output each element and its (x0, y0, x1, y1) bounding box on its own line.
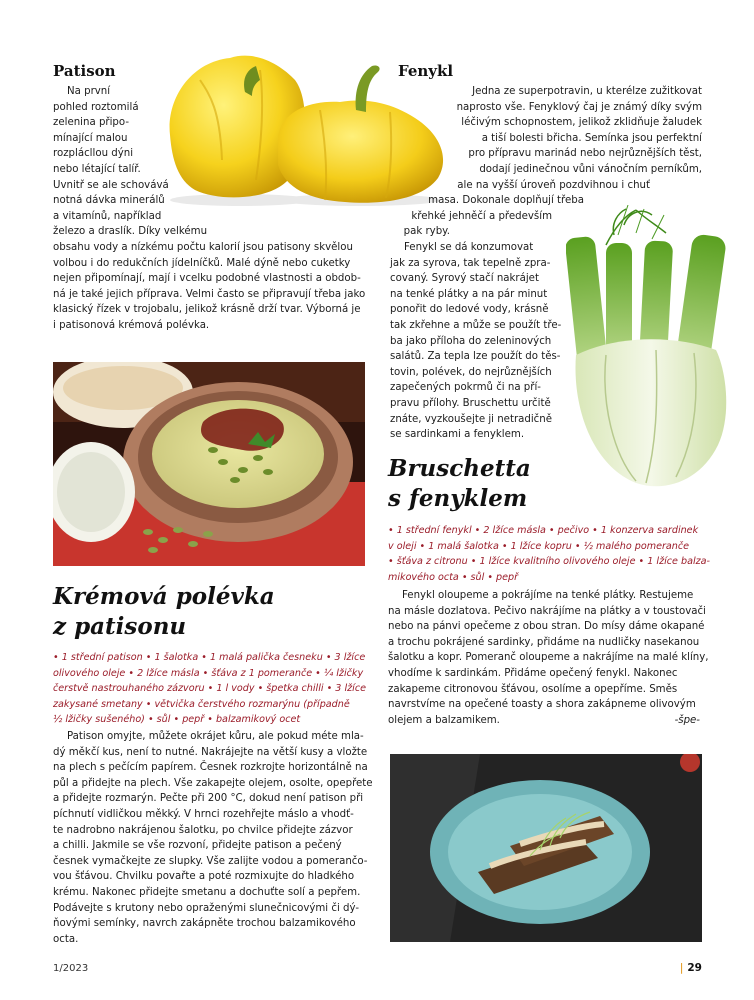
text-line: jak za syrova, tak tepelně zpra- (390, 257, 551, 269)
text-line: rozplácllou dýni (53, 148, 134, 160)
ingredient-line: mikového octa • sůl • pepř (388, 571, 519, 583)
soup-ingredients (53, 650, 365, 728)
text-line: nejen připomínají, mají i vcelku podobné vlastnosti a obdob- (53, 273, 361, 285)
text-line: pro přípravu marinád nebo nejrůznějších těst, (468, 148, 702, 160)
text-line: na plech s pečícím papírem. Česnek rozkrojte horizontálně na (53, 762, 368, 774)
page-number-divider: | (679, 962, 684, 974)
bruschetta-method (388, 588, 708, 728)
ingredient-line: zakysané smetany • větvička čerstvého rozmarýnu (případně (53, 698, 350, 710)
text-line: a trochu pokrájené sardinky, přidáme na nudličky nasekanou (388, 636, 700, 648)
text-line: a tiší bolesti břicha. Semínka jsou perfektní (481, 132, 702, 144)
text-line: Jedna ze superpotravin, u kterélze zužitkovat (472, 86, 702, 97)
text-line: Patison omyjte, můžete okrájet kůru, ale pokud méte mla- (67, 731, 364, 742)
title-line: Krémová polévka (53, 583, 275, 610)
fenykl-text-bottom (390, 240, 565, 443)
ingredient-line: olivového oleje • 2 lžíce másla • šťáva z 1 pomeranče • ¼ lžičky (53, 667, 364, 679)
text-line: ná je také jejich příprava. Velmi často se připravují třeba jako (53, 288, 366, 300)
text-line: zakapeme citronovou šťávou, osolíme a opepříme. Směs (388, 683, 678, 695)
text-line: volbou i do redukčních jídelníčků. Malé dýně nebo cuketky (53, 257, 351, 269)
bruschetta-ingredients (388, 523, 711, 585)
issue-number: 1/2023 (53, 963, 89, 974)
text-line: a chilli. Jakmile se vše rozvoní, přidejte patison a pečený (53, 840, 342, 852)
ingredient-line: v oleji • 1 malá šalotka • 1 lžíce kopru • ½ malého pomeranče (388, 540, 690, 552)
text-line: te nadrobno nakrájenou šalotku, po chvilce přidejte zázvor (53, 824, 353, 836)
text-line: Fenykl oloupeme a pokrájíme na tenké plátky. Restujeme (402, 590, 694, 601)
text-line: ňovými semínky, navrch zakápněte trochou balzamikového (53, 918, 356, 930)
ingredient-line: čerstvě nastrouhaného zázvoru • 1 l vody • špetka chilli • 3 lžíce (53, 683, 366, 695)
title-line: Bruschetta (388, 455, 531, 482)
text-line: nebo létající talíř. (53, 163, 141, 175)
text-line: navrstvíme na opečené toasty a shora zakápneme olivovým (388, 699, 696, 711)
ingredient-line: • šťáva z citronu • 1 lžíce kvalitního olivového oleje • 1 lžíce balza- (388, 556, 711, 568)
text-line: krému. Nakonec přidejte smetanu a dochuťte solí a pepřem. (53, 886, 361, 898)
author-signature: -špe- (674, 714, 700, 726)
patison-text-wide (53, 240, 366, 334)
text-line: Na první (67, 86, 111, 97)
text-line: křehké jehněčí a především (411, 210, 552, 222)
text-line: zelenina připo- (53, 117, 129, 129)
text-line: ponořit do ledové vody, krásně (390, 304, 549, 316)
text-line: Fenykl se dá konzumovat (404, 242, 534, 253)
text-line: masa. Dokonale doplňují třeba (428, 195, 584, 207)
text-line: zapečených pokrmů či na pří- (390, 382, 541, 394)
text-line: ale na vyšší úroveň pozdvihnou i chuť (457, 179, 650, 191)
soup-method (53, 729, 373, 947)
text-line: obsahu vody a nízkému počtu kalorií jsou patisony skvělou (53, 242, 353, 253)
text-line: a přidejte rozmarýn. Pečte při 200 °C, dokud není patison při (53, 793, 364, 805)
fenykl-title: Fenykl (398, 62, 454, 80)
text-line: dý měkčí kus, není to nutné. Nakrájejte na větší kusy a vložte (53, 746, 368, 758)
title-line: z patisonu (53, 613, 187, 640)
text-line: léčivým schopnostem, jelikož zklidňuje žaludek (461, 117, 702, 129)
soup-photo (53, 362, 365, 566)
text-line: naprosto vše. Fenyklový čaj je známý díky svým (456, 101, 702, 113)
bruschetta-title (388, 454, 531, 514)
patison-text-narrow (53, 84, 233, 240)
text-line: tovin, polévek, do nejrůznějších (390, 366, 552, 378)
text-line: vou šťávou. Chvilku povařte a poté rozmixujte do hladkého (53, 871, 355, 883)
text-line: píchnutí vidličkou měkký. V hrnci rozehřejte máslo a vhodť- (53, 808, 354, 820)
text-line: půl a přidejte na plech. Vše zakapejte olejem, osolte, opepřete (53, 777, 373, 789)
text-line: se sardinkami a fenyklem. (390, 429, 525, 441)
text-line: česnek vymačkejte ze slupky. Vše zalijte vodou a pomerančo- (53, 855, 368, 867)
text-line: tak zkřehne a může se použít tře- (390, 319, 562, 331)
text-line: šalotku a kopr. Pomeranč oloupeme a nakrájíme na malé klíny, (388, 652, 709, 664)
text-line: i patisonová krémová polévka. (53, 319, 210, 331)
text-line: mínající malou (53, 132, 128, 144)
text-line: notná dávka minerálů (53, 195, 165, 207)
text-line: klasický řízek v trojobalu, jelikož krásně drží tvar. Výborná je (53, 304, 361, 316)
fennel-photo (566, 205, 734, 490)
bruschetta-photo (390, 754, 702, 942)
page-number (680, 962, 702, 974)
text-line (388, 713, 708, 729)
ingredient-line: • 1 střední fenykl • 2 lžíce másla • pečivo • 1 konzerva sardinek (388, 525, 699, 536)
text-line: octa. (53, 933, 79, 945)
text-line: pohled roztomilá (53, 101, 139, 113)
text-line-content: olejem a balzamikem. (388, 714, 500, 726)
text-line: na másle dozlatova. Pečivo nakrájíme na plátky a v toustovači (388, 605, 706, 617)
soup-title (53, 582, 275, 642)
text-line: dodají jedinečnou vůni vánočním perníkům, (479, 163, 702, 175)
text-line: znáte, vyzkoušejte ji netradičně (390, 413, 552, 425)
text-line: a vitamínů, například (53, 210, 162, 222)
text-line: pravu přílohy. Bruschettu určitě (390, 397, 551, 409)
text-line: covaný. Syrový stačí nakrájet (390, 273, 539, 285)
text-line: vhodíme k sardinkám. Přidáme opečený fenykl. Nakonec (388, 667, 678, 679)
ingredient-line: ½ lžičky sušeného) • sůl • pepř • balzamikový ocet (53, 714, 301, 726)
text-line: ba jako příloha do zeleninových (390, 335, 552, 347)
text-line: na tenké plátky a na pár minut (390, 288, 548, 300)
text-line: železo a draslík. Díky velkému (53, 226, 208, 238)
text-line: nebo na pánvi opečeme z obou stran. Do mísy dáme okapané (388, 621, 705, 633)
page-number-value: 29 (687, 962, 702, 974)
text-line: pak ryby. (403, 226, 450, 238)
text-line: Uvnitř se ale schovává (53, 179, 169, 191)
patison-title: Patison (53, 62, 116, 80)
text-line: salátů. Za tepla lze použít do těs- (390, 351, 561, 363)
ingredient-line: • 1 střední patison • 1 šalotka • 1 malá palička česneku • 3 lžíce (53, 652, 366, 663)
title-line: s fenyklem (388, 485, 528, 512)
text-line: Podávejte s krutony nebo opraženými slunečnicovými či dý- (53, 902, 360, 914)
